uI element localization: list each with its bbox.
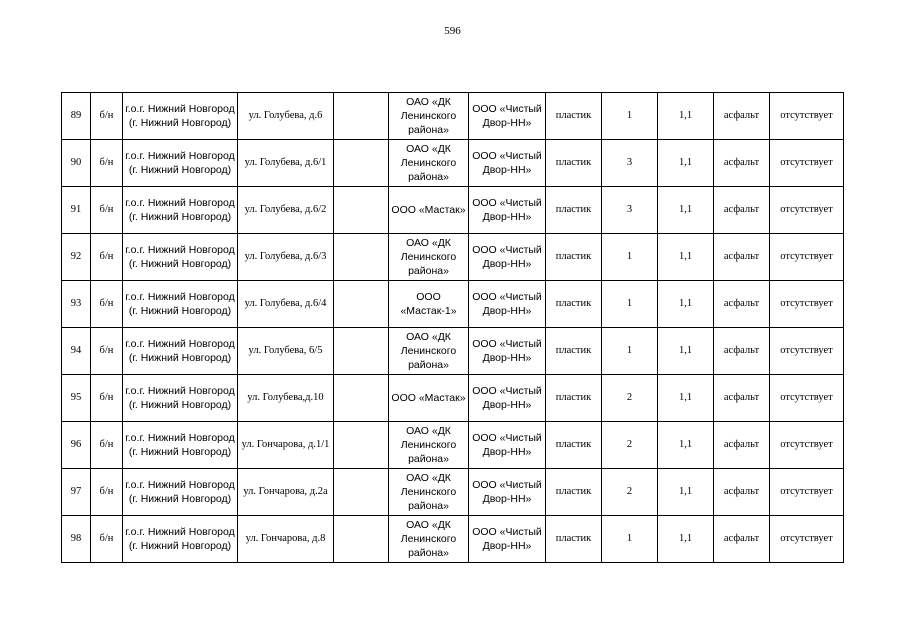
cell-material: пластик — [546, 140, 602, 187]
cell-row-number: 92 — [62, 234, 91, 281]
cell-container-count: 1 — [602, 328, 658, 375]
cell-volume: 1,1 — [658, 234, 714, 281]
cell-fence: отсутствует — [770, 187, 844, 234]
cell-operator: ООО «Чистый Двор-НН» — [469, 422, 546, 469]
page-number: 596 — [444, 25, 461, 37]
cell-row-number: 95 — [62, 375, 91, 422]
cell-settlement: г.о.г. Нижний Новгород (г. Нижний Новгород) — [123, 140, 238, 187]
cell-owner: ОАО «ДК Ленинского района» — [389, 469, 469, 516]
cell-volume: 1,1 — [658, 281, 714, 328]
cell-settlement: г.о.г. Нижний Новгород (г. Нижний Новгород) — [123, 281, 238, 328]
cell-owner: ОАО «ДК Ленинского района» — [389, 422, 469, 469]
cell-material: пластик — [546, 375, 602, 422]
cell-operator: ООО «Чистый Двор-НН» — [469, 469, 546, 516]
cell-fence: отсутствует — [770, 469, 844, 516]
cell-address: ул. Голубева, д.6/2 — [238, 187, 334, 234]
cell-fence: отсутствует — [770, 516, 844, 563]
cell-owner: ООО «Мастак-1» — [389, 281, 469, 328]
cell-settlement: г.о.г. Нижний Новгород (г. Нижний Новгород) — [123, 375, 238, 422]
cell-operator: ООО «Чистый Двор-НН» — [469, 328, 546, 375]
cell-empty — [334, 93, 389, 140]
cell-address: ул. Голубева, д.6/1 — [238, 140, 334, 187]
cell-empty — [334, 516, 389, 563]
table-row — [62, 93, 844, 140]
cell-bn: б/н — [91, 93, 123, 140]
cell-empty — [334, 234, 389, 281]
cell-row-number: 94 — [62, 328, 91, 375]
cell-empty — [334, 281, 389, 328]
cell-bn: б/н — [91, 281, 123, 328]
cell-volume: 1,1 — [658, 375, 714, 422]
cell-owner: ОАО «ДК Ленинского района» — [389, 234, 469, 281]
cell-address: ул. Голубева, 6/5 — [238, 328, 334, 375]
cell-fence: отсутствует — [770, 375, 844, 422]
cell-bn: б/н — [91, 328, 123, 375]
cell-container-count: 1 — [602, 93, 658, 140]
cell-address: ул. Голубева, д.6/3 — [238, 234, 334, 281]
table-row — [62, 422, 844, 469]
cell-operator: ООО «Чистый Двор-НН» — [469, 234, 546, 281]
cell-surface: асфальт — [714, 187, 770, 234]
cell-material: пластик — [546, 469, 602, 516]
cell-settlement: г.о.г. Нижний Новгород (г. Нижний Новгород) — [123, 328, 238, 375]
cell-row-number: 91 — [62, 187, 91, 234]
table-row — [62, 281, 844, 328]
cell-operator: ООО «Чистый Двор-НН» — [469, 93, 546, 140]
cell-volume: 1,1 — [658, 422, 714, 469]
cell-material: пластик — [546, 516, 602, 563]
cell-operator: ООО «Чистый Двор-НН» — [469, 187, 546, 234]
cell-surface: асфальт — [714, 375, 770, 422]
cell-bn: б/н — [91, 234, 123, 281]
cell-row-number: 93 — [62, 281, 91, 328]
cell-address: ул. Голубева,д.10 — [238, 375, 334, 422]
table-row — [62, 516, 844, 563]
cell-operator: ООО «Чистый Двор-НН» — [469, 281, 546, 328]
table-row — [62, 140, 844, 187]
cell-material: пластик — [546, 281, 602, 328]
cell-bn: б/н — [91, 516, 123, 563]
cell-operator: ООО «Чистый Двор-НН» — [469, 375, 546, 422]
cell-surface: асфальт — [714, 469, 770, 516]
table-row — [62, 187, 844, 234]
cell-volume: 1,1 — [658, 328, 714, 375]
cell-fence: отсутствует — [770, 422, 844, 469]
cell-row-number: 89 — [62, 93, 91, 140]
cell-surface: асфальт — [714, 328, 770, 375]
cell-row-number: 96 — [62, 422, 91, 469]
table-row — [62, 469, 844, 516]
cell-empty — [334, 375, 389, 422]
cell-settlement: г.о.г. Нижний Новгород (г. Нижний Новгород) — [123, 422, 238, 469]
cell-container-count: 3 — [602, 140, 658, 187]
cell-volume: 1,1 — [658, 93, 714, 140]
cell-surface: асфальт — [714, 234, 770, 281]
cell-settlement: г.о.г. Нижний Новгород (г. Нижний Новгород) — [123, 187, 238, 234]
cell-surface: асфальт — [714, 281, 770, 328]
cell-operator: ООО «Чистый Двор-НН» — [469, 140, 546, 187]
registry-table — [61, 92, 844, 563]
cell-material: пластик — [546, 234, 602, 281]
cell-container-count: 3 — [602, 187, 658, 234]
cell-volume: 1,1 — [658, 469, 714, 516]
cell-container-count: 1 — [602, 281, 658, 328]
cell-address: ул. Голубева, д.6 — [238, 93, 334, 140]
table-row — [62, 328, 844, 375]
cell-empty — [334, 187, 389, 234]
cell-owner: ОАО «ДК Ленинского района» — [389, 328, 469, 375]
cell-surface: асфальт — [714, 140, 770, 187]
cell-address: ул. Гончарова, д.1/1 — [238, 422, 334, 469]
cell-fence: отсутствует — [770, 140, 844, 187]
cell-settlement: г.о.г. Нижний Новгород (г. Нижний Новгород) — [123, 469, 238, 516]
cell-bn: б/н — [91, 140, 123, 187]
cell-owner: ОАО «ДК Ленинского района» — [389, 516, 469, 563]
cell-material: пластик — [546, 93, 602, 140]
cell-owner: ООО «Мастак» — [389, 187, 469, 234]
cell-volume: 1,1 — [658, 187, 714, 234]
cell-row-number: 97 — [62, 469, 91, 516]
cell-container-count: 1 — [602, 234, 658, 281]
cell-container-count: 2 — [602, 375, 658, 422]
cell-bn: б/н — [91, 375, 123, 422]
cell-volume: 1,1 — [658, 516, 714, 563]
cell-address: ул. Гончарова, д.2а — [238, 469, 334, 516]
cell-volume: 1,1 — [658, 140, 714, 187]
table-row — [62, 375, 844, 422]
cell-bn: б/н — [91, 187, 123, 234]
cell-fence: отсутствует — [770, 93, 844, 140]
cell-empty — [334, 469, 389, 516]
cell-surface: асфальт — [714, 93, 770, 140]
cell-fence: отсутствует — [770, 328, 844, 375]
cell-material: пластик — [546, 187, 602, 234]
cell-address: ул. Гончарова, д.8 — [238, 516, 334, 563]
cell-owner: ОАО «ДК Ленинского района» — [389, 93, 469, 140]
cell-container-count: 2 — [602, 469, 658, 516]
cell-operator: ООО «Чистый Двор-НН» — [469, 516, 546, 563]
cell-bn: б/н — [91, 469, 123, 516]
cell-settlement: г.о.г. Нижний Новгород (г. Нижний Новгород) — [123, 516, 238, 563]
cell-container-count: 1 — [602, 516, 658, 563]
cell-owner: ООО «Мастак» — [389, 375, 469, 422]
cell-empty — [334, 328, 389, 375]
cell-settlement: г.о.г. Нижний Новгород (г. Нижний Новгород) — [123, 93, 238, 140]
cell-address: ул. Голубева, д.6/4 — [238, 281, 334, 328]
cell-row-number: 98 — [62, 516, 91, 563]
cell-empty — [334, 140, 389, 187]
cell-owner: ОАО «ДК Ленинского района» — [389, 140, 469, 187]
cell-settlement: г.о.г. Нижний Новгород (г. Нижний Новгород) — [123, 234, 238, 281]
cell-container-count: 2 — [602, 422, 658, 469]
cell-row-number: 90 — [62, 140, 91, 187]
cell-surface: асфальт — [714, 422, 770, 469]
cell-material: пластик — [546, 422, 602, 469]
cell-fence: отсутствует — [770, 234, 844, 281]
cell-bn: б/н — [91, 422, 123, 469]
cell-material: пластик — [546, 328, 602, 375]
table-body — [62, 93, 844, 563]
cell-surface: асфальт — [714, 516, 770, 563]
cell-fence: отсутствует — [770, 281, 844, 328]
cell-empty — [334, 422, 389, 469]
table-row — [62, 234, 844, 281]
